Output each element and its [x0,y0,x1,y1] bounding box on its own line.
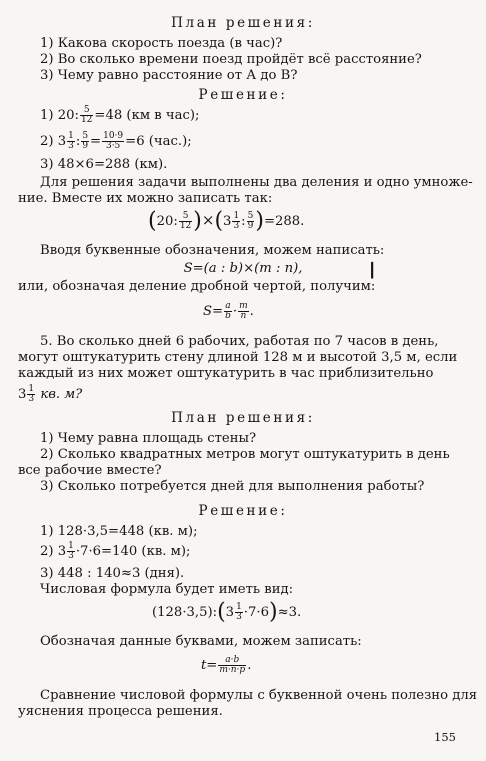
paragraph-line: Обозначая данные буквами, можем записать: [40,634,362,649]
paragraph-line: Числовая формула будет иметь вид: [40,582,294,597]
solution-step-3: 3) 48×6=288 (км). [40,157,168,172]
fraction: $\frac{5}{9}$ [82,131,89,151]
solution-step-3: 3) 448 : 140≈3 (дня). [40,566,185,581]
plan-heading: План решения: [171,410,315,426]
plan-heading: План решения: [171,15,315,31]
plan-item: 1) Чему равна площадь стены? [40,431,257,446]
conclusion-line: Сравнение числовой формулы с буквенной очень полезно для [40,688,478,703]
solution-step-2: 2) 3 $\frac{1}{3}$ : $\frac{5}{9}$ = $\frac{10\cdot 9}{3\cdot 5}$ =6 (час.); [40,131,192,151]
solution-heading: Решение: [198,503,288,519]
fraction: $\frac{10\cdot 9}{3\cdot 5}$ [103,131,124,151]
fraction: $\frac{1}{3}$ [68,131,74,151]
numeric-formula: (20: $\frac{5}{12}$ )×(3 $\frac{1}{3}$ : $\frac{5}{9}$ )=288. [148,208,305,234]
fraction-formula: S= $\frac{a}{b}$ · $\frac{m}{n}$ . [203,301,254,321]
plan-item: все рабочие вместе? [18,463,162,478]
plan-item: 3) Чему равно расстояние от А до В? [40,68,298,83]
plan-item: 3) Сколько потребуется дней для выполнения работы? [40,479,425,494]
conclusion-line: уяснения процесса решения. [18,704,223,719]
letter-formula: t= $\frac{a\cdot b}{m\cdot n\cdot p}$ . [201,655,252,675]
plan-item: 1) Какова скорость поезда (в час)? [40,36,283,51]
paragraph-line: или, обозначая деление дробной чертой, получим: [18,279,376,294]
problem-line: 5. Во сколько дней 6 рабочих, работая по 7 часов в день, [40,334,439,349]
page-number: 155 [434,730,456,744]
plan-item: 2) Сколько квадратных метров могут оштукатурить в день [40,447,450,462]
solution-step-1: 1) 128·3,5=448 (кв. м); [40,524,198,539]
paragraph-line: Для решения задачи выполнены два деления и одно умноже- [40,175,473,190]
plan-item: 2) Во сколько времени поезд пройдёт всё расстояние? [40,52,422,67]
problem-line: 3 $\frac{1}{3}$ кв. м? [18,384,83,404]
numeric-formula: (128·3,5):(3 $\frac{1}{3}$ ·7·6)≈3. [152,599,302,625]
problem-line: могут оштукатурить стену длиной 128 м и высотой 3,5 м, если [18,350,458,365]
paragraph-line: ние. Вместе их можно записать так: [18,191,273,206]
margin-mark: ┃ [368,263,377,279]
letter-formula: S=(a : b)×(m : n), [183,261,303,276]
fraction: $\frac{5}{12}$ [80,105,93,125]
paragraph-line: Вводя буквенные обозначения, можем написать: [40,243,385,258]
solution-step-1: 1) 20: $\frac{5}{12}$ =48 (км в час); [40,105,200,125]
problem-line: каждый из них может оштукатурить в час приблизительно [18,366,434,381]
solution-step-2: 2) 3 $\frac{1}{3}$ ·7·6=140 (кв. м); [40,541,191,561]
solution-heading: Решение: [198,87,288,103]
